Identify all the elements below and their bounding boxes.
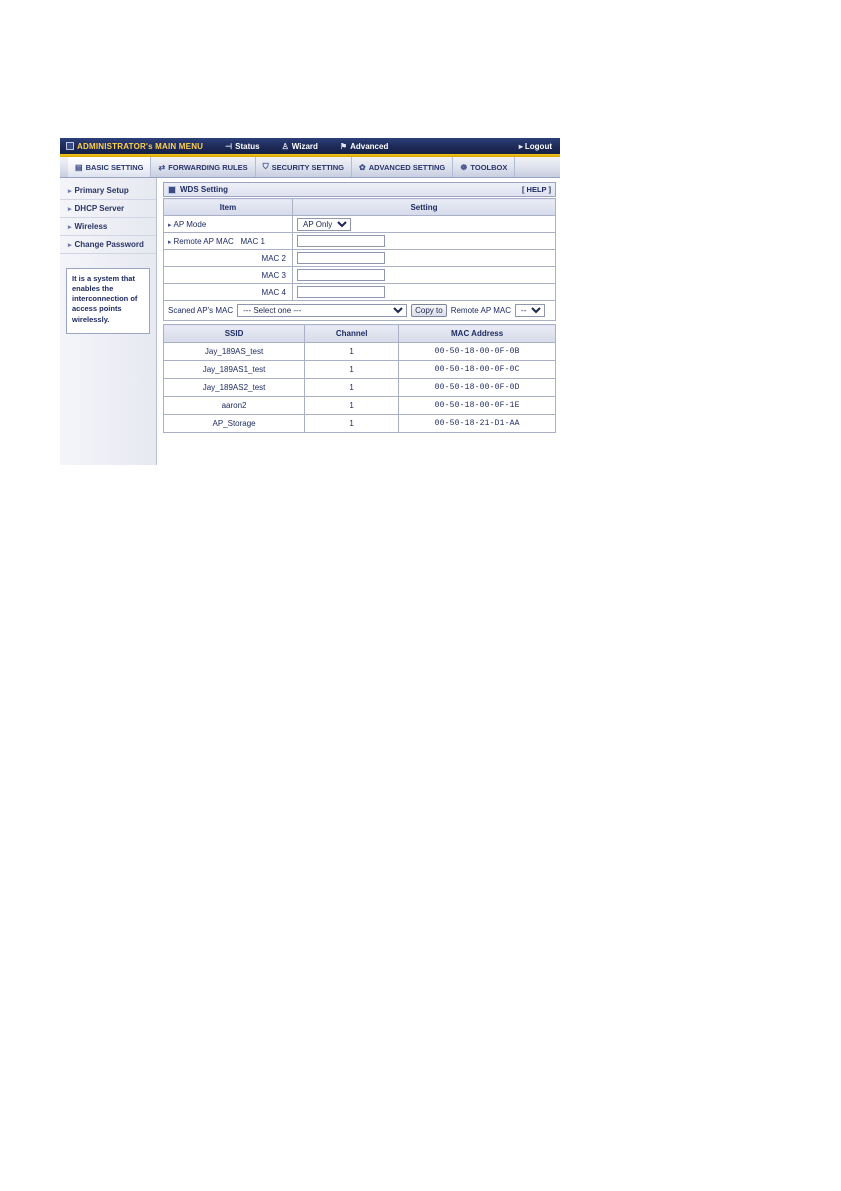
ap-mode-value-cell	[293, 216, 556, 233]
toolbox-icon: ☸	[460, 162, 468, 172]
sidebar-item-primary-setup[interactable]	[60, 182, 156, 200]
wizard-hat-icon: ♙	[281, 141, 289, 151]
scanned-ap-mac-select[interactable]	[237, 304, 407, 317]
scanned-ap-table	[163, 324, 556, 433]
tab-advanced-setting[interactable]	[352, 157, 453, 177]
sidebar	[60, 178, 157, 465]
remote-ap-mac-target-label: Remote AP MAC	[450, 306, 512, 315]
logout-button[interactable]	[519, 142, 552, 151]
scan-cell-ssid: Jay_189AS1_test	[164, 361, 305, 379]
ap-mode-select[interactable]	[297, 218, 351, 231]
tab-basic-setting-label: BASIC SETTING	[85, 162, 144, 172]
table-row-mac-1	[164, 233, 556, 250]
tab-security-setting-label: SECURITY SETTING	[271, 162, 345, 172]
table-row[interactable]	[164, 397, 556, 415]
status-icon: ⊣	[225, 141, 233, 151]
mac-1-label: MAC 1	[240, 236, 265, 246]
sidebar-item-primary-setup-label: Primary Setup	[74, 186, 129, 195]
sidebar-item-change-password[interactable]	[60, 236, 156, 254]
nav-item-status[interactable]	[225, 142, 259, 151]
copy-to-button[interactable]: Copy to	[411, 304, 447, 317]
scan-cell-channel: 1	[305, 343, 399, 361]
arrow-right-icon: ▸	[168, 221, 172, 229]
scan-cell-mac: 00-50-18-21-D1-AA	[399, 415, 556, 433]
nav-item-advanced[interactable]	[340, 142, 388, 151]
mac-2-label: MAC 2	[261, 253, 286, 263]
ap-mode-label-cell	[164, 216, 293, 233]
window-icon	[168, 186, 176, 194]
gear-icon: ✿	[359, 162, 366, 172]
tab-forwarding-rules[interactable]	[151, 157, 255, 177]
scanned-ap-mac-label: Scaned AP's MAC	[168, 306, 234, 315]
help-link[interactable]: [ HELP ]	[521, 185, 551, 194]
scan-cell-channel: 1	[305, 415, 399, 433]
header-setting: Setting	[293, 199, 556, 216]
table-row-ap-mode	[164, 216, 556, 233]
sidebar-item-change-password-label: Change Password	[74, 240, 144, 249]
nav-item-wizard[interactable]	[282, 142, 318, 151]
scan-cell-mac: 00-50-18-00-0F-0C	[399, 361, 556, 379]
notebook-icon: ▤	[75, 162, 83, 172]
tab-advanced-setting-label: ADVANCED SETTING	[368, 162, 446, 172]
scan-cell-channel: 1	[305, 361, 399, 379]
wds-settings-table	[163, 198, 556, 301]
remote-ap-mac-target-select[interactable]	[515, 304, 545, 317]
arrows-icon: ⇄	[158, 162, 166, 172]
mac-4-label: MAC 4	[261, 287, 286, 297]
bullet-icon: ▸	[68, 241, 72, 249]
scan-cell-mac: 00-50-18-00-0F-1E	[399, 397, 556, 415]
scan-cell-ssid: Jay_189AS_test	[164, 343, 305, 361]
header-item: Item	[164, 199, 293, 216]
top-nav-bar	[60, 138, 560, 154]
bullet-icon: ▸	[68, 187, 72, 195]
scan-header-channel: Channel	[305, 325, 399, 343]
mac-2-value-cell	[293, 250, 556, 267]
mac-2-label-cell	[164, 250, 293, 267]
mac-3-label-cell	[164, 267, 293, 284]
admin-main-menu-label: ADMINISTRATOR's MAIN MENU	[77, 141, 204, 151]
sidebar-help-note: It is a system that enables the interconnection of access points wirelessly.	[66, 268, 150, 334]
advanced-icon: ⚑	[339, 141, 348, 151]
admin-main-menu[interactable]	[66, 142, 203, 151]
mac-1-input[interactable]	[297, 235, 385, 247]
sidebar-item-wireless[interactable]	[60, 218, 156, 236]
scanned-ap-row	[163, 301, 556, 321]
main-panel	[157, 178, 560, 465]
window-icon	[66, 142, 74, 150]
scan-cell-channel: 1	[305, 379, 399, 397]
panel-title-bar	[163, 182, 556, 197]
arrow-right-icon: ▸	[168, 238, 172, 246]
content-area	[60, 178, 560, 465]
table-row-mac-2	[164, 250, 556, 267]
shield-icon: ⛉	[262, 162, 269, 171]
mac-1-value-cell	[293, 233, 556, 250]
tab-toolbox[interactable]	[453, 157, 515, 177]
table-row-mac-4	[164, 284, 556, 301]
mac-4-value-cell	[293, 284, 556, 301]
table-row-mac-3	[164, 267, 556, 284]
tab-security-setting[interactable]	[256, 157, 352, 177]
arrow-right-icon: ▸	[518, 141, 523, 151]
bullet-icon: ▸	[68, 205, 72, 213]
nav-item-status-label: Status	[235, 141, 260, 151]
nav-item-advanced-label: Advanced	[350, 141, 389, 151]
remote-ap-mac-label: Remote AP MAC	[173, 236, 234, 246]
mac-3-input[interactable]	[297, 269, 385, 281]
sidebar-item-wireless-label: Wireless	[74, 222, 108, 231]
tab-forwarding-rules-label: FORWARDING RULES	[168, 162, 248, 172]
bullet-icon: ▸	[68, 223, 72, 231]
remote-ap-mac-label-cell	[164, 233, 293, 250]
table-row[interactable]	[164, 361, 556, 379]
scan-cell-ssid: Jay_189AS2_test	[164, 379, 305, 397]
table-row[interactable]	[164, 379, 556, 397]
scan-header-ssid: SSID	[164, 325, 305, 343]
mac-4-input[interactable]	[297, 286, 385, 298]
scan-cell-ssid: AP_Storage	[164, 415, 305, 433]
table-row[interactable]	[164, 343, 556, 361]
ap-mode-label: AP Mode	[173, 219, 207, 229]
mac-4-label-cell	[164, 284, 293, 301]
tab-basic-setting[interactable]	[68, 157, 151, 177]
logout-label: Logout	[524, 141, 552, 151]
scan-header-mac: MAC Address	[399, 325, 556, 343]
scan-cell-mac: 00-50-18-00-0F-0D	[399, 379, 556, 397]
sidebar-item-dhcp-server[interactable]	[60, 200, 156, 218]
table-row[interactable]	[164, 415, 556, 433]
nav-item-wizard-label: Wizard	[291, 141, 318, 151]
scan-cell-ssid: aaron2	[164, 397, 305, 415]
mac-3-value-cell	[293, 267, 556, 284]
tab-bar	[60, 157, 560, 178]
page-title: WDS Setting	[180, 185, 228, 194]
mac-3-label: MAC 3	[261, 270, 286, 280]
scan-cell-mac: 00-50-18-00-0F-0B	[399, 343, 556, 361]
table-header-row	[164, 199, 556, 216]
sidebar-item-dhcp-server-label: DHCP Server	[74, 204, 125, 213]
router-admin-screenshot	[60, 138, 560, 465]
scan-header-row	[164, 325, 556, 343]
mac-2-input[interactable]	[297, 252, 385, 264]
tab-toolbox-label: TOOLBOX	[470, 162, 508, 172]
scan-cell-channel: 1	[305, 397, 399, 415]
